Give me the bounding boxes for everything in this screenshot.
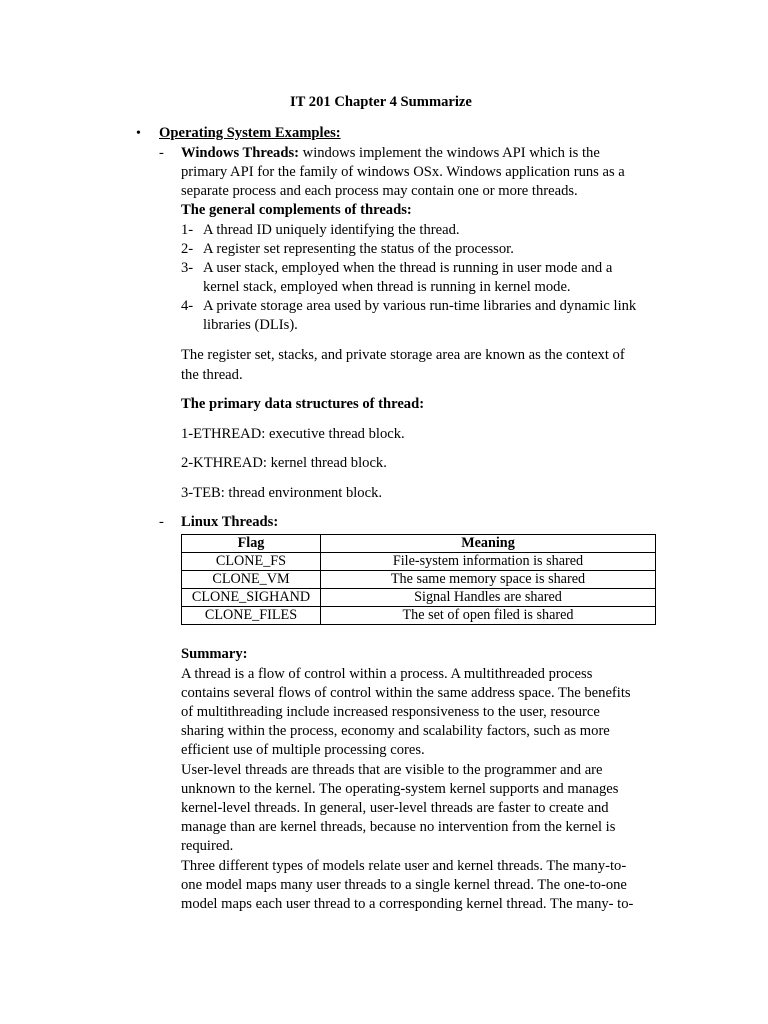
table-cell-flag: CLONE_FS bbox=[182, 553, 321, 571]
list-item-text: A register set representing the status of the processor. bbox=[203, 241, 514, 257]
clone-flags-table bbox=[181, 534, 656, 625]
table-cell-flag: CLONE_VM bbox=[182, 571, 321, 589]
list-item-number: 2- bbox=[181, 241, 194, 257]
list-item-text: A user stack, employed when the thread is running in user mode and a bbox=[203, 260, 613, 276]
table-header-meaning: Meaning bbox=[321, 535, 656, 553]
dash-marker: - bbox=[159, 514, 164, 530]
list-item-number: 4- bbox=[181, 298, 194, 314]
list-item-text: A thread ID uniquely identifying the thread. bbox=[203, 222, 460, 238]
list-item-number: 3- bbox=[181, 260, 194, 276]
summary-line: required. bbox=[181, 838, 234, 854]
summary-line: one model maps many user threads to a single kernel thread. The one-to-one bbox=[181, 877, 627, 893]
list-item-text: kernel stack, employed when thread is running in kernel mode. bbox=[203, 279, 571, 295]
table-cell-meaning: The same memory space is shared bbox=[321, 571, 656, 589]
summary-line: unknown to the kernel. The operating-system kernel supports and manages bbox=[181, 781, 619, 797]
summary-line: kernel-level threads. In general, user-level threads are faster to create and bbox=[181, 800, 609, 816]
list-item-number: 1- bbox=[181, 222, 194, 238]
windows-threads-label: Windows Threads: bbox=[181, 145, 300, 161]
windows-intro-line-2: primary API for the family of windows OSx. Windows application runs as a bbox=[181, 164, 625, 180]
bullet-icon: • bbox=[136, 126, 141, 141]
structures-heading: The primary data structures of thread: bbox=[181, 396, 425, 412]
dash-marker: - bbox=[159, 145, 164, 161]
table-cell-flag: CLONE_FILES bbox=[182, 607, 321, 625]
summary-line: User-level threads are threads that are visible to the programmer and are bbox=[181, 762, 603, 778]
table-cell-flag: CLONE_SIGHAND bbox=[182, 589, 321, 607]
list-item-text: libraries (DLIs). bbox=[203, 317, 298, 333]
table-cell-meaning: The set of open filed is shared bbox=[321, 607, 656, 625]
context-paragraph-line-2: the thread. bbox=[181, 367, 243, 383]
windows-intro-line-1 bbox=[181, 144, 600, 163]
table-row bbox=[182, 553, 656, 571]
table-header-flag: Flag bbox=[182, 535, 321, 553]
table-cell-meaning: File-system information is shared bbox=[321, 553, 656, 571]
summary-line: manage than are kernel threads, because no intervention from the kernel is bbox=[181, 819, 616, 835]
section-heading-text: Operating System Examples: bbox=[159, 125, 341, 141]
structure-item: 2-KTHREAD: kernel thread block. bbox=[181, 455, 387, 471]
summary-line: efficient use of multiple processing cores. bbox=[181, 742, 425, 758]
summary-line: of multithreading include increased responsiveness to the user, resource bbox=[181, 704, 600, 720]
table-row bbox=[182, 571, 656, 589]
summary-line: contains several flows of control within the same address space. The benefits bbox=[181, 685, 631, 701]
summary-heading: Summary: bbox=[181, 646, 248, 662]
table-header-row bbox=[182, 535, 656, 553]
structure-item: 3-TEB: thread environment block. bbox=[181, 485, 383, 501]
structure-item: 1-ETHREAD: executive thread block. bbox=[181, 426, 405, 442]
summary-line: model maps each user thread to a corresponding kernel thread. The many- to- bbox=[181, 896, 634, 912]
section-heading bbox=[159, 124, 341, 143]
complements-heading: The general complements of threads: bbox=[181, 202, 412, 218]
page-title: IT 201 Chapter 4 Summarize bbox=[290, 94, 472, 110]
linux-threads-label: Linux Threads: bbox=[181, 514, 279, 530]
table-row bbox=[182, 607, 656, 625]
summary-line: Three different types of models relate user and kernel threads. The many-to- bbox=[181, 858, 627, 874]
table-cell-meaning: Signal Handles are shared bbox=[321, 589, 656, 607]
summary-line: A thread is a flow of control within a process. A multithreaded process bbox=[181, 666, 593, 682]
table-row bbox=[182, 589, 656, 607]
context-paragraph-line-1: The register set, stacks, and private storage area are known as the context of bbox=[181, 347, 625, 363]
summary-line: sharing within the process, economy and scalability factors, such as more bbox=[181, 723, 610, 739]
list-item-text: A private storage area used by various run-time libraries and dynamic link bbox=[203, 298, 637, 314]
windows-intro-text: windows implement the windows API which is the bbox=[299, 145, 600, 161]
windows-intro-line-3: separate process and each process may contain one or more threads. bbox=[181, 183, 578, 199]
